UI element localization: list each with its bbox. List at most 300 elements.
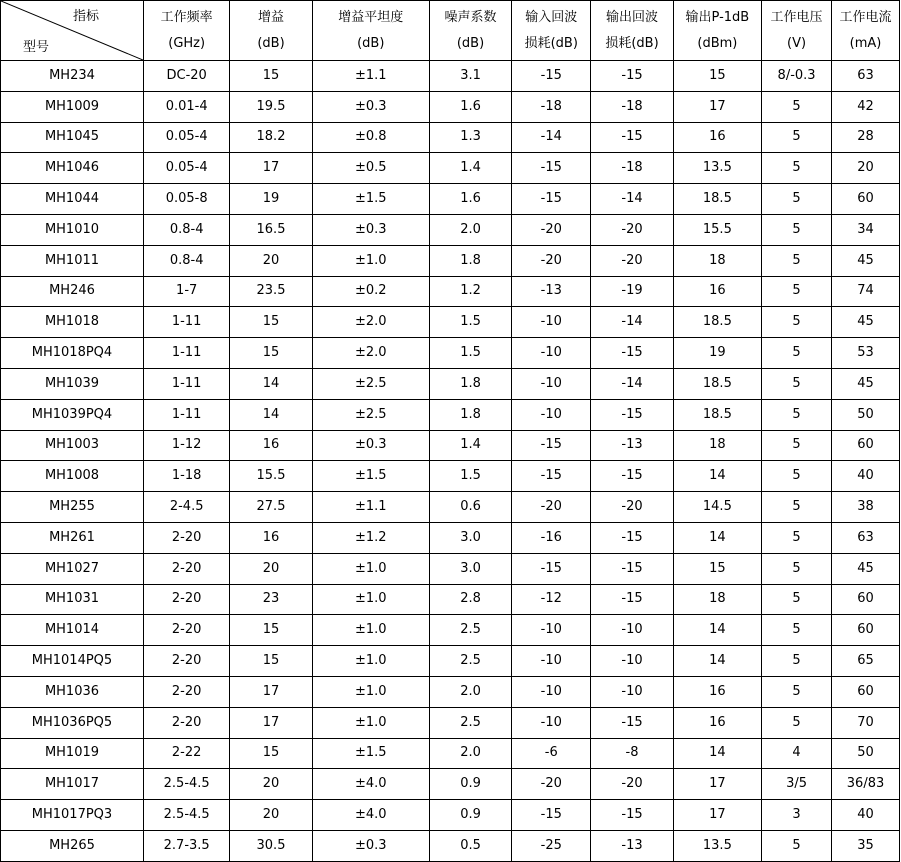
column-header-label: 工作电压 — [770, 9, 823, 25]
column-header — [591, 1, 673, 61]
table-cell: 17 — [230, 153, 312, 184]
table-cell: 16 — [673, 276, 761, 307]
table-cell: 23 — [230, 584, 312, 615]
column-header-unit: (dB) — [357, 35, 385, 51]
table-cell: ±2.5 — [312, 368, 429, 399]
table-cell: 18.5 — [673, 307, 761, 338]
table-cell: 3 — [762, 800, 832, 831]
table-cell: -14 — [512, 122, 591, 153]
table-cell: 23.5 — [230, 276, 312, 307]
table-row — [1, 553, 900, 584]
table-cell: 0.05-4 — [143, 122, 229, 153]
table-cell: 63 — [832, 522, 900, 553]
table-cell: 1.8 — [429, 368, 511, 399]
table-cell: 2.0 — [429, 676, 511, 707]
table-cell: -20 — [591, 769, 673, 800]
table-cell: 5 — [762, 615, 832, 646]
table-cell: 5 — [762, 276, 832, 307]
table-cell: 20 — [230, 769, 312, 800]
model-cell: MH1019 — [1, 738, 144, 769]
column-header-unit: 损耗(dB) — [605, 35, 659, 51]
corner-label-model: 型号 — [23, 40, 50, 55]
column-header-label: 增益 — [257, 9, 284, 25]
model-cell: MH1003 — [1, 430, 144, 461]
table-cell: 2.5 — [429, 615, 511, 646]
model-cell: MH1017 — [1, 769, 144, 800]
table-cell: ±2.0 — [312, 338, 429, 369]
model-cell: MH1044 — [1, 184, 144, 215]
table-cell: 15 — [230, 307, 312, 338]
table-cell: -14 — [591, 307, 673, 338]
table-cell: -18 — [591, 91, 673, 122]
column-header — [143, 1, 229, 61]
table-cell: 1-11 — [143, 338, 229, 369]
table-cell: -15 — [591, 399, 673, 430]
table-cell: -15 — [512, 153, 591, 184]
table-cell: 13.5 — [673, 153, 761, 184]
table-cell: -15 — [512, 430, 591, 461]
table-cell: 5 — [762, 584, 832, 615]
table-cell: 2.0 — [429, 738, 511, 769]
table-row — [1, 307, 900, 338]
column-header-unit: (dB) — [456, 35, 485, 51]
table-cell: -25 — [512, 830, 591, 861]
table-cell: 18.5 — [673, 184, 761, 215]
table-row — [1, 61, 900, 92]
table-cell: 45 — [832, 368, 900, 399]
table-cell: 19 — [673, 338, 761, 369]
model-cell: MH1036PQ5 — [1, 707, 144, 738]
table-cell: 0.05-8 — [143, 184, 229, 215]
table-cell: ±4.0 — [312, 769, 429, 800]
table-cell: 0.9 — [429, 800, 511, 831]
table-cell: -10 — [512, 399, 591, 430]
column-header — [832, 1, 900, 61]
table-cell: 15.5 — [673, 214, 761, 245]
table-row — [1, 584, 900, 615]
table-cell: 2-20 — [143, 646, 229, 677]
table-row — [1, 153, 900, 184]
table-cell: 14.5 — [673, 492, 761, 523]
table-cell: 5 — [762, 307, 832, 338]
table-cell: 17 — [230, 676, 312, 707]
table-cell: -15 — [591, 553, 673, 584]
table-cell: 0.01-4 — [143, 91, 229, 122]
column-header-unit: 损耗(dB) — [524, 35, 578, 51]
table-cell: ±1.5 — [312, 461, 429, 492]
table-cell: 2-22 — [143, 738, 229, 769]
table-cell: 3.0 — [429, 522, 511, 553]
table-cell: 0.5 — [429, 830, 511, 861]
table-cell: 60 — [832, 676, 900, 707]
table-cell: 18.5 — [673, 368, 761, 399]
corner-label-indicator: 指标 — [72, 9, 99, 24]
table-cell: -15 — [512, 553, 591, 584]
model-cell: MH1039 — [1, 368, 144, 399]
table-cell: -18 — [591, 153, 673, 184]
table-cell: 74 — [832, 276, 900, 307]
table-cell: 2-20 — [143, 553, 229, 584]
table-cell: 20 — [230, 553, 312, 584]
table-cell: 1-11 — [143, 399, 229, 430]
column-header — [312, 1, 429, 61]
table-body — [1, 61, 900, 862]
table-cell: 5 — [762, 830, 832, 861]
table-cell: ±1.5 — [312, 738, 429, 769]
table-cell: 60 — [832, 615, 900, 646]
table-cell: 1.6 — [429, 184, 511, 215]
table-cell: 18.2 — [230, 122, 312, 153]
table-row — [1, 122, 900, 153]
table-cell: 4 — [762, 738, 832, 769]
model-cell: MH234 — [1, 61, 144, 92]
table-cell: 18 — [673, 245, 761, 276]
table-cell: 5 — [762, 522, 832, 553]
table-cell: ±1.0 — [312, 584, 429, 615]
table-cell: 20 — [832, 153, 900, 184]
table-cell: -15 — [591, 61, 673, 92]
table-cell: 15 — [230, 738, 312, 769]
table-cell: ±0.5 — [312, 153, 429, 184]
table-cell: 14 — [673, 615, 761, 646]
table-cell: 2-20 — [143, 615, 229, 646]
header-row — [1, 1, 900, 61]
table-cell: -15 — [591, 707, 673, 738]
table-cell: 20 — [230, 245, 312, 276]
table-cell: 0.05-4 — [143, 153, 229, 184]
table-cell: 60 — [832, 184, 900, 215]
table-cell: 16 — [673, 707, 761, 738]
table-cell: 3/5 — [762, 769, 832, 800]
table-row — [1, 492, 900, 523]
table-cell: -10 — [512, 707, 591, 738]
table-cell: 16 — [673, 676, 761, 707]
table-cell: 1.6 — [429, 91, 511, 122]
table-cell: 5 — [762, 399, 832, 430]
column-header — [762, 1, 832, 61]
table-row — [1, 461, 900, 492]
table-cell: 5 — [762, 153, 832, 184]
table-cell: 1.4 — [429, 153, 511, 184]
table-cell: -10 — [512, 338, 591, 369]
table-cell: -10 — [512, 676, 591, 707]
table-row — [1, 646, 900, 677]
column-header-label: 输出回波 — [605, 9, 658, 25]
table-cell: ±1.5 — [312, 184, 429, 215]
table-cell: 50 — [832, 738, 900, 769]
table-cell: 34 — [832, 214, 900, 245]
table-cell: 1-18 — [143, 461, 229, 492]
table-cell: ±1.0 — [312, 615, 429, 646]
table-cell: 50 — [832, 399, 900, 430]
table-cell: 40 — [832, 461, 900, 492]
table-cell: -20 — [512, 214, 591, 245]
model-cell: MH1018 — [1, 307, 144, 338]
model-cell: MH255 — [1, 492, 144, 523]
table-cell: 18 — [673, 430, 761, 461]
table-cell: 19 — [230, 184, 312, 215]
column-header-label: 增益平坦度 — [338, 9, 404, 25]
table-cell: 8/-0.3 — [762, 61, 832, 92]
table-cell: -15 — [591, 522, 673, 553]
table-cell: 5 — [762, 368, 832, 399]
table-cell: 2.8 — [429, 584, 511, 615]
table-cell: -15 — [591, 338, 673, 369]
table-cell: -14 — [591, 368, 673, 399]
column-header-unit: (mA) — [849, 35, 882, 51]
model-cell: MH1009 — [1, 91, 144, 122]
table-cell: ±1.0 — [312, 676, 429, 707]
column-header-label: 噪声系数 — [444, 9, 497, 25]
table-cell: 1.2 — [429, 276, 511, 307]
table-row — [1, 91, 900, 122]
table-cell: 70 — [832, 707, 900, 738]
table-cell: 5 — [762, 214, 832, 245]
table-cell: 14 — [673, 461, 761, 492]
column-header-unit: (GHz) — [168, 35, 206, 51]
table-cell: 0.8-4 — [143, 214, 229, 245]
column-header-unit: (V) — [787, 35, 807, 51]
table-cell: -8 — [591, 738, 673, 769]
table-cell: 1-7 — [143, 276, 229, 307]
table-cell: ±1.1 — [312, 492, 429, 523]
column-header-label: 工作电流 — [839, 9, 892, 25]
model-cell: MH1010 — [1, 214, 144, 245]
table-cell: ±0.8 — [312, 122, 429, 153]
table-cell: 16 — [673, 122, 761, 153]
table-cell: 5 — [762, 245, 832, 276]
table-cell: -16 — [512, 522, 591, 553]
table-cell: 16 — [230, 430, 312, 461]
table-cell: -13 — [591, 430, 673, 461]
table-cell: 65 — [832, 646, 900, 677]
table-cell: 18 — [673, 584, 761, 615]
table-cell: 15 — [230, 615, 312, 646]
table-row — [1, 245, 900, 276]
table-cell: 2-20 — [143, 522, 229, 553]
table-cell: 5 — [762, 91, 832, 122]
table-cell: -20 — [512, 245, 591, 276]
table-cell: 14 — [673, 522, 761, 553]
table-cell: ±1.2 — [312, 522, 429, 553]
table-cell: 16.5 — [230, 214, 312, 245]
table-cell: -20 — [591, 245, 673, 276]
table-cell: 5 — [762, 553, 832, 584]
table-cell: ±0.3 — [312, 91, 429, 122]
table-cell: 28 — [832, 122, 900, 153]
table-cell: 2.5-4.5 — [143, 800, 229, 831]
table-cell: -18 — [512, 91, 591, 122]
model-cell: MH1031 — [1, 584, 144, 615]
table-cell: 17 — [230, 707, 312, 738]
table-cell: 13.5 — [673, 830, 761, 861]
table-cell: 5 — [762, 461, 832, 492]
table-cell: 5 — [762, 338, 832, 369]
table-cell: ±1.0 — [312, 245, 429, 276]
column-header-label: 输出P-1dB — [685, 9, 750, 25]
model-cell: MH1017PQ3 — [1, 800, 144, 831]
model-cell: MH1008 — [1, 461, 144, 492]
model-cell: MH265 — [1, 830, 144, 861]
table-cell: 14 — [673, 646, 761, 677]
table-cell: -10 — [591, 676, 673, 707]
table-cell: 1.8 — [429, 245, 511, 276]
table-cell: 14 — [230, 368, 312, 399]
model-cell: MH1039PQ4 — [1, 399, 144, 430]
table-row — [1, 522, 900, 553]
table-cell: 5 — [762, 430, 832, 461]
table-cell: -10 — [512, 307, 591, 338]
table-cell: 14 — [673, 738, 761, 769]
table-cell: 2.7-3.5 — [143, 830, 229, 861]
table-cell: -10 — [512, 615, 591, 646]
table-cell: 5 — [762, 676, 832, 707]
table-row — [1, 800, 900, 831]
table-cell: 36/83 — [832, 769, 900, 800]
table-cell: 15 — [230, 61, 312, 92]
model-cell: MH1046 — [1, 153, 144, 184]
table-cell: 2-4.5 — [143, 492, 229, 523]
table-cell: 0.8-4 — [143, 245, 229, 276]
table-cell: 2-20 — [143, 707, 229, 738]
table-cell: ±2.0 — [312, 307, 429, 338]
table-row — [1, 368, 900, 399]
table-cell: -15 — [512, 461, 591, 492]
table-cell: 0.9 — [429, 769, 511, 800]
model-cell: MH1027 — [1, 553, 144, 584]
column-header-unit: (dB) — [257, 35, 285, 51]
table-cell: 18.5 — [673, 399, 761, 430]
table-cell: -10 — [591, 646, 673, 677]
table-cell: 19.5 — [230, 91, 312, 122]
table-cell: ±1.1 — [312, 61, 429, 92]
table-cell: 5 — [762, 184, 832, 215]
table-cell: 1.5 — [429, 461, 511, 492]
table-cell: 5 — [762, 122, 832, 153]
model-cell: MH261 — [1, 522, 144, 553]
table-cell: -15 — [591, 800, 673, 831]
table-cell: 3.0 — [429, 553, 511, 584]
table-cell: -20 — [512, 769, 591, 800]
table-cell: 15 — [230, 338, 312, 369]
table-cell: ±2.5 — [312, 399, 429, 430]
table-cell: -6 — [512, 738, 591, 769]
table-cell: -12 — [512, 584, 591, 615]
table-cell: 1.8 — [429, 399, 511, 430]
table-row — [1, 769, 900, 800]
table-cell: 15 — [673, 553, 761, 584]
table-cell: 17 — [673, 800, 761, 831]
table-cell: 20 — [230, 800, 312, 831]
table-cell: 45 — [832, 307, 900, 338]
table-cell: ±0.2 — [312, 276, 429, 307]
table-cell: 1-11 — [143, 368, 229, 399]
table-cell: 16 — [230, 522, 312, 553]
table-cell: 38 — [832, 492, 900, 523]
table-cell: -20 — [512, 492, 591, 523]
table-cell: -15 — [512, 800, 591, 831]
table-row — [1, 707, 900, 738]
column-header-label: 输入回波 — [525, 9, 578, 25]
column-header — [673, 1, 761, 61]
model-cell: MH1036 — [1, 676, 144, 707]
model-cell: MH1018PQ4 — [1, 338, 144, 369]
model-cell: MH1045 — [1, 122, 144, 153]
column-header-label: 工作频率 — [160, 9, 213, 25]
table-cell: DC-20 — [143, 61, 229, 92]
corner-header-cell — [1, 1, 144, 61]
table-row — [1, 738, 900, 769]
table-cell: -10 — [512, 368, 591, 399]
table-cell: 1-12 — [143, 430, 229, 461]
table-cell: 45 — [832, 245, 900, 276]
table-cell: 1.3 — [429, 122, 511, 153]
table-cell: 17 — [673, 769, 761, 800]
table-cell: 35 — [832, 830, 900, 861]
table-cell: 14 — [230, 399, 312, 430]
model-cell: MH246 — [1, 276, 144, 307]
table-cell: -14 — [591, 184, 673, 215]
table-cell: -15 — [512, 61, 591, 92]
table-cell: ±1.0 — [312, 553, 429, 584]
table-cell: ±0.3 — [312, 214, 429, 245]
table-cell: 2-20 — [143, 584, 229, 615]
model-cell: MH1014PQ5 — [1, 646, 144, 677]
table-row — [1, 184, 900, 215]
table-cell: 2.5 — [429, 707, 511, 738]
column-header — [230, 1, 312, 61]
table-cell: 63 — [832, 61, 900, 92]
table-cell: 53 — [832, 338, 900, 369]
table-cell: ±4.0 — [312, 800, 429, 831]
table-cell: -19 — [591, 276, 673, 307]
table-cell: 1-11 — [143, 307, 229, 338]
table-cell: 2.5-4.5 — [143, 769, 229, 800]
table-cell: 15 — [673, 61, 761, 92]
table-row — [1, 676, 900, 707]
table-cell: 2.5 — [429, 646, 511, 677]
table-cell: 2.0 — [429, 214, 511, 245]
table-cell: 30.5 — [230, 830, 312, 861]
table-cell: -20 — [591, 214, 673, 245]
table-cell: -15 — [591, 584, 673, 615]
table-cell: 5 — [762, 646, 832, 677]
table-cell: 40 — [832, 800, 900, 831]
table-cell: 0.6 — [429, 492, 511, 523]
table-row — [1, 276, 900, 307]
column-header-unit: (dBm) — [697, 35, 738, 51]
table-cell: ±0.3 — [312, 430, 429, 461]
table-cell: 15 — [230, 646, 312, 677]
table-row — [1, 430, 900, 461]
table-cell: -15 — [512, 184, 591, 215]
table-cell: 60 — [832, 584, 900, 615]
table-cell: -10 — [591, 615, 673, 646]
table-row — [1, 338, 900, 369]
table-cell: 17 — [673, 91, 761, 122]
table-cell: -20 — [591, 492, 673, 523]
table-cell: 5 — [762, 707, 832, 738]
table-cell: ±0.3 — [312, 830, 429, 861]
table-cell: 3.1 — [429, 61, 511, 92]
table-cell: 2-20 — [143, 676, 229, 707]
table-row — [1, 830, 900, 861]
model-cell: MH1011 — [1, 245, 144, 276]
table-cell: -10 — [512, 646, 591, 677]
table-cell: 42 — [832, 91, 900, 122]
table-row — [1, 399, 900, 430]
table-cell: -15 — [591, 122, 673, 153]
